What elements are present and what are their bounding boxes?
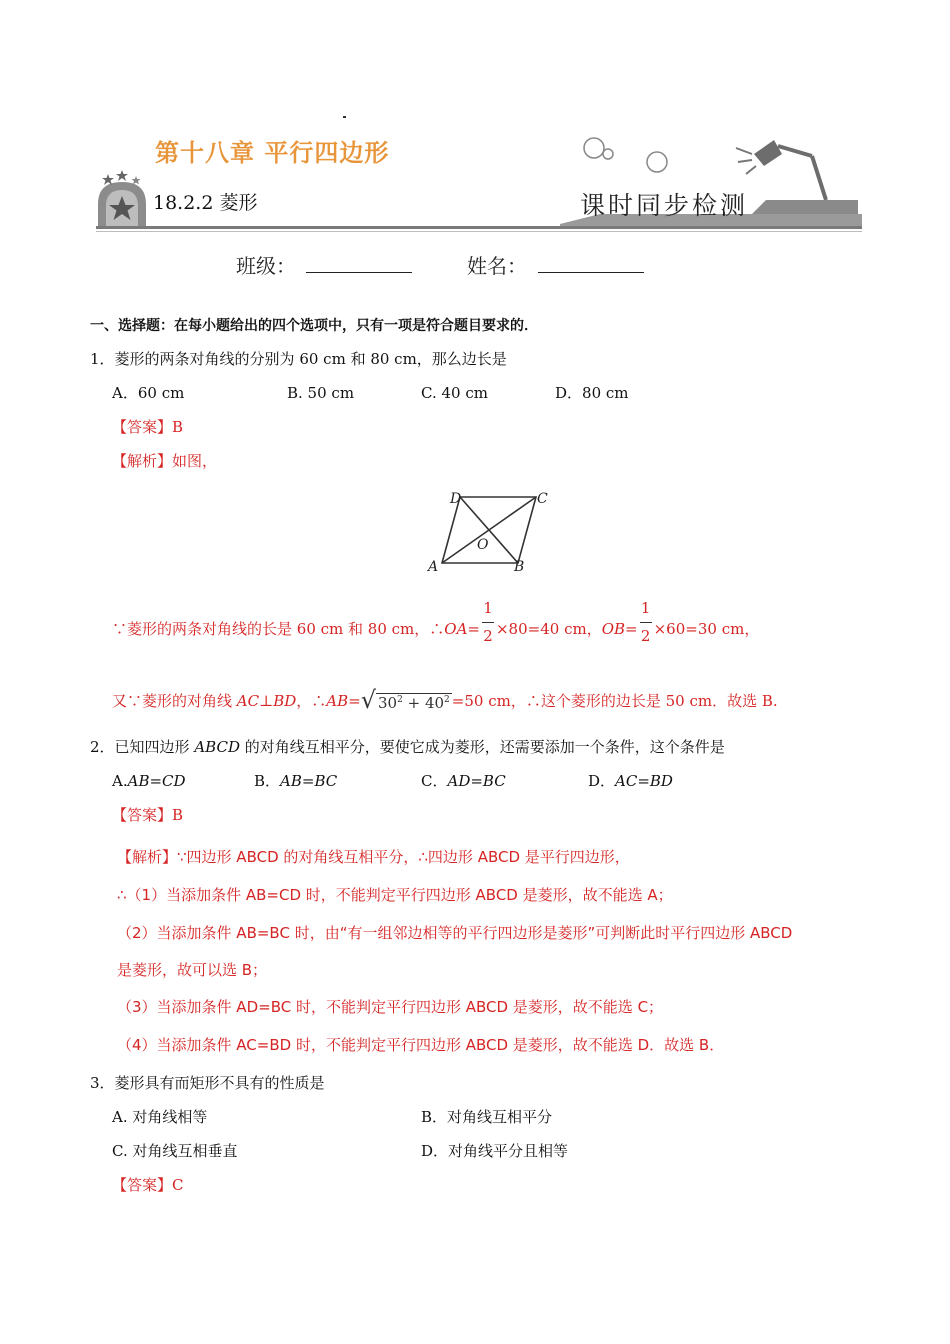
label-d: D [450, 491, 462, 507]
q1-solution-line-1: ∵菱形的两条对角线的长是 60 cm 和 80 cm，∴OA= $\frac{1}{2}$ ×80=40 cm，OB= $\frac{1}{2}$ ×60=30 cm， [112, 599, 760, 645]
answer-tag: 【答案】 [112, 1176, 173, 1194]
chapter-title: 第十八章 平行四边形 [155, 139, 390, 167]
fraction-half: $\frac{1}{2}$ [483, 599, 493, 645]
question-1 [90, 349, 507, 369]
name-blank[interactable] [538, 250, 644, 273]
q1-answer [112, 417, 183, 437]
q2-analysis-1: 【解析】∵四边形 ABCD 的对角线互相平分，∴四边形 ABCD 是平行四边形， [117, 848, 630, 866]
header-rule-thin [96, 231, 862, 232]
analysis-text: 如图， [172, 452, 218, 470]
q3-option-d[interactable]: D．对角线平分且相等 [421, 1142, 569, 1160]
bubbles-decoration [580, 130, 680, 190]
label-c: C [537, 491, 548, 507]
q2-option-d[interactable]: D．AC=BD [588, 772, 673, 790]
fraction-half-2: $\frac{1}{2}$ [640, 599, 651, 645]
sqrt-expression: √ $30^2 + 40^2$ [360, 686, 450, 714]
banner-title: 课时同步检测 [580, 191, 749, 220]
q1-solution-line-2: 又∵菱形的对角线 AC⊥BD，∴AB=√ $30^2 + 40^2 =50$ cm，∴这个菱形的边长是 50 cm．故选 B. [112, 686, 778, 714]
q1-option-b[interactable]: B. 50 cm [287, 384, 355, 402]
q3-answer [112, 1175, 184, 1195]
q1-option-c[interactable]: C. 40 cm [421, 384, 488, 402]
q2-option-c[interactable]: C．AD=BC [421, 772, 506, 790]
q2-analysis-2: ∴（1）当添加条件 AB=CD 时，不能判定平行四边形 ABCD 是菱形，故不能选 A； [117, 886, 673, 904]
q2-analysis-6: （4）当添加条件 AC=BD 时，不能判定平行四边形 ABCD 是菱形，故不能选 D．故选 B． [117, 1036, 725, 1054]
q2-answer [112, 805, 183, 825]
answer-value: C [172, 1176, 184, 1194]
q3-option-c[interactable]: C. 对角线互相垂直 [112, 1142, 238, 1160]
q2-analysis-5: （3）当添加条件 AD=BC 时，不能判定平行四边形 ABCD 是菱形，故不能选 C； [117, 998, 664, 1016]
answer-tag: 【答案】 [112, 418, 173, 436]
section-number: 18.2.2 菱形 [153, 192, 258, 214]
q1-option-d[interactable]: D．80 cm [555, 384, 629, 402]
label-a: A [428, 559, 439, 575]
q1-analysis-intro [112, 451, 217, 471]
label-b: B [514, 559, 525, 575]
q2-analysis-4: 是菱形，故可以选 B； [117, 961, 268, 979]
q3-option-a[interactable]: A. 对角线相等 [112, 1108, 208, 1126]
answer-tag: 【答案】 [112, 806, 173, 824]
header-rule [96, 226, 862, 229]
q2-option-b[interactable]: B．AB=BC [254, 772, 338, 790]
question-number: 3． [90, 1074, 115, 1092]
rhombus-figure [420, 485, 560, 575]
q3-option-b[interactable]: B．对角线互相平分 [421, 1108, 553, 1126]
q1-option-a[interactable]: A．60 cm [112, 384, 185, 402]
analysis-tag: 【解析】 [112, 452, 173, 470]
name-label: 姓名： [467, 254, 527, 278]
class-label: 班级： [236, 254, 296, 278]
question-3 [90, 1073, 325, 1093]
question-number: 2． [90, 738, 115, 756]
question-2: 2．已知四边形 ABCD 的对角线互相平分，要使它成为菱形，还需要添加一个条件，这个条件是 [90, 738, 725, 756]
answer-value: B [172, 418, 184, 436]
section-heading: 一、选择题：在每小题给出的四个选项中，只有一项是符合题目要求的． [90, 318, 538, 334]
badge-logo [92, 170, 154, 232]
q2-option-a[interactable]: A.AB=CD [112, 772, 186, 790]
question-stem: 菱形的两条对角线的分别为 60 cm 和 80 cm，那么边长是 [114, 350, 507, 368]
class-blank[interactable] [306, 250, 412, 273]
label-o: O [477, 537, 489, 553]
question-stem: 菱形具有而矩形不具有的性质是 [114, 1074, 325, 1092]
question-number: 1． [90, 350, 115, 368]
q2-analysis-3: （2）当添加条件 AB=BC 时，由“有一组邻边相等的平行四边形是菱形”可判断此时平行四边形 ABCD [117, 924, 793, 942]
answer-value: B [172, 806, 184, 824]
diagonal-bd [460, 497, 518, 563]
dot-mark [343, 116, 346, 118]
